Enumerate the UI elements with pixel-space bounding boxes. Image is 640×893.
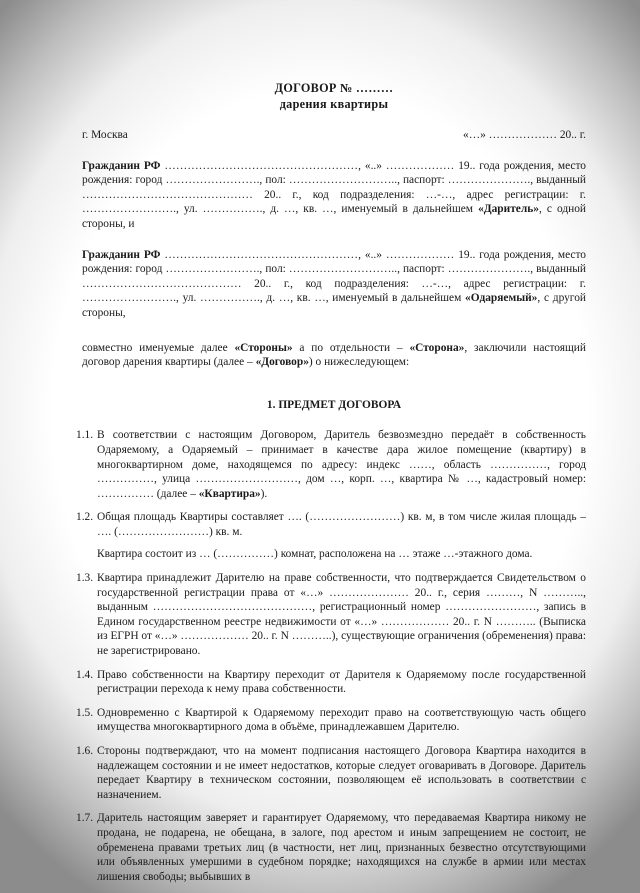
- party-donee-details: ……………………………………………, «..» ……………… 19.. года рождения, место рождения: город ……………………., пол: ……………………….., паспорт: …………………., выданный …………………………………… 20.. г., код подразделения: …-…, адрес регистрации: г. ……………………., ул. ……………., д. …, кв. …, именуемый в дальнейшем: [82, 248, 586, 305]
- clause-1-2: [76, 510, 586, 562]
- clause-1-7: [76, 811, 586, 884]
- clause-1-1-term: «Квартира»: [198, 487, 261, 500]
- clause-text: Право собственности на Квартиру переходит от Дарителя к Одаряемому после государственной регистрации перехода к нему права собственности.: [97, 668, 586, 696]
- party-donor-label: Гражданин РФ: [82, 159, 161, 172]
- clause-1-2-body: Общая площадь Квартиры составляет …. (……………………) кв. м, в том числе жилая площадь – …. (……………………) кв. м.: [97, 511, 586, 538]
- contract-number-heading: ДОГОВОР № ………: [274, 81, 394, 95]
- clause-1-1-end: ).: [260, 487, 268, 500]
- clause-number: 1.1.: [76, 429, 94, 442]
- clause-1-3: [76, 571, 586, 659]
- clause-number: 1.4.: [76, 668, 94, 681]
- intro-text-1: совместно именуемые далее: [82, 341, 235, 354]
- party-donee-label: Гражданин РФ: [82, 248, 161, 261]
- clause-1-1-body: В соответствии с настоящим Договором, Даритель безвозмездно передаёт в собственность Одаряемому, а Одаряемый – принимает в качестве дара жилое помещение (квартиру) в многоквартирном доме, находящемся по адресу: индекс ……, область ……………, город ……………, улица ………………………, дом …, корп. …, квартира № …, кадастровый номер: …………… (далее –: [97, 429, 586, 500]
- clause-1-6: [76, 744, 586, 802]
- clause-text: Одновременно с Квартирой к Одаряемому переходит право на соответствующую часть общего имущества многоквартирного дома в объёме, принадлежавшем Дарителю.: [97, 706, 586, 734]
- party-donee-end: , с другой стороны,: [82, 292, 586, 319]
- contract-document: [76, 80, 586, 893]
- intro-term-contract: «Договор»: [255, 356, 309, 369]
- intro-paragraph: [82, 341, 586, 370]
- intro-term-parties: «Стороны»: [234, 341, 293, 354]
- party-donee: [82, 248, 586, 321]
- clause-1-1: [76, 428, 586, 501]
- contract-subtitle: дарения квартиры: [279, 97, 389, 111]
- clause-text: Квартира принадлежит Дарителю на праве собственности, что подтверждается Свидетельством о государственной регистрации права от «…» ………………… 20.. г., серия ………, N ……….., выданным ……………………………………, регистрационный номер ……………………, запись в Едином государственном реестре недвижимости от «…» ……………… 20.. г. N ……….. (Выписка из ЕГРН от «…» ……………… 20.. г. N ………..), существующие ограничения (обременения) права: не зарегистрировано.: [97, 572, 586, 658]
- city: г. Москва: [82, 129, 128, 141]
- party-donee-role: «Одаряемый»: [465, 292, 538, 305]
- clause-1-5: [76, 706, 586, 735]
- party-donor-role: «Даритель»: [478, 203, 539, 216]
- clause-text: [97, 428, 586, 501]
- party-donor-end: , с одной стороны, и: [82, 203, 586, 230]
- clause-number: 1.6.: [76, 745, 94, 757]
- clause-text: Даритель настоящим заверяет и гарантирует Одаряемому, что передаваемая Квартира никому не продана, не подарена, не обещана, в залоге, под арестом и иным запрещением не состоит, не обременена правами третьих лиц (в частности, нет лиц, признанных безвестно отсутствующими или объявленных умершими в судебном порядке; находящихся на службе в армии или местах лишения свободы; выбывших в: [97, 812, 586, 883]
- clause-1-4: [76, 668, 586, 697]
- clause-number: 1.5.: [76, 706, 94, 719]
- place-date-line: [82, 128, 586, 143]
- party-donor: [82, 159, 586, 232]
- clause-number: 1.7.: [76, 812, 94, 825]
- contract-date: «…» ……………… 20.. г.: [463, 129, 586, 141]
- clause-number: 1.3.: [76, 572, 94, 585]
- intro-text-3: , заключили настоящий договор дарения квартиры (далее –: [82, 341, 586, 369]
- section-heading: 1. ПРЕДМЕТ ДОГОВОРА: [266, 398, 402, 411]
- intro-text-4: ) о нижеследующем:: [308, 356, 410, 369]
- intro-term-party: «Сторона»: [409, 341, 465, 354]
- clause-text: [97, 510, 586, 562]
- clause-text: Стороны подтверждают, что на момент подписания настоящего Договора Квартира находится в надлежащем состоянии и не имеет недостатков, которые следует оговаривать в Договоре. Даритель передает Квартиру в техническом состоянии, позволяющем её использовать в соответствии с назначением.: [97, 745, 586, 801]
- clause-list: [76, 428, 586, 884]
- clause-1-2-rooms: Квартира состоит из … (……………) комнат, расположена на … этаже …-этажного дома.: [97, 548, 533, 561]
- party-donor-details: ……………………………………………, «..» ……………… 19.. года рождения, место рождения: город ……………………., пол: ……………………….., паспорт: …………………., выданный ……………………………………… 20.. г., код подразделения: …-…, адрес регистрации: г. ……………………., ул. ……………., д. …, кв. …, именуемый в дальнейшем: [82, 159, 586, 216]
- contract-title: [82, 80, 586, 112]
- clause-number: 1.2.: [76, 511, 94, 524]
- intro-text-2: а по отдельности –: [292, 341, 410, 354]
